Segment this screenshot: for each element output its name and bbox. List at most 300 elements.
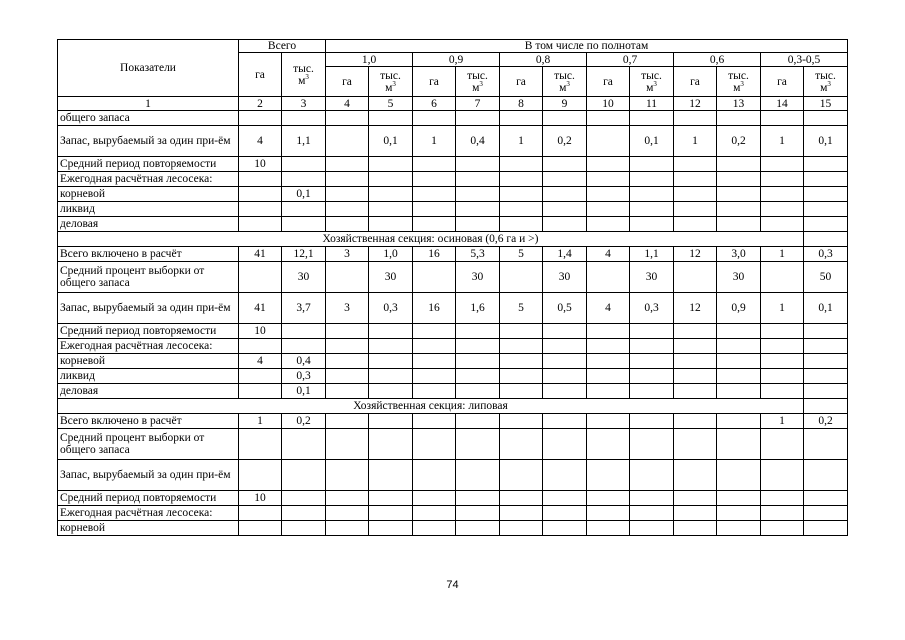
- table-cell: [543, 460, 587, 491]
- table-cell: [239, 521, 282, 536]
- table-row: [58, 506, 848, 521]
- table-cell: [761, 339, 804, 354]
- unit-m: м: [472, 81, 480, 94]
- table-cell: [630, 369, 674, 384]
- table-cell: 0,2: [804, 414, 848, 429]
- unit-m: м: [559, 81, 567, 94]
- table-cell: [630, 354, 674, 369]
- table-cell: [326, 521, 369, 536]
- row-label: Ежегодная расчётная лесосека:: [58, 339, 239, 354]
- table-cell: [456, 369, 500, 384]
- table-cell: [456, 429, 500, 460]
- table-cell: [717, 369, 761, 384]
- table-cell: [543, 429, 587, 460]
- table-cell: [456, 339, 500, 354]
- table-cell: [587, 111, 630, 126]
- table-cell: 0,3: [282, 369, 326, 384]
- table-cell: 50: [804, 262, 848, 293]
- table-cell: [456, 172, 500, 187]
- table-cell: [674, 521, 717, 536]
- table-cell: [804, 172, 848, 187]
- table-cell: [500, 339, 543, 354]
- table-cell: [282, 339, 326, 354]
- indicators-header: Показатели: [58, 40, 239, 97]
- table-cell: [587, 429, 630, 460]
- row-label: корневой: [58, 521, 239, 536]
- by-density-header: В том числе по полнотам: [326, 40, 848, 53]
- table-cell: [326, 111, 369, 126]
- unit-m: м: [733, 81, 741, 94]
- table-cell: [282, 429, 326, 460]
- table-cell: [413, 460, 456, 491]
- table-cell: [761, 369, 804, 384]
- table-cell: [717, 324, 761, 339]
- table-row: [58, 293, 848, 324]
- unit-m: м: [646, 81, 654, 94]
- table-cell: 16: [413, 293, 456, 324]
- density-ha-header: га: [761, 67, 804, 97]
- density-volume-header: [717, 67, 761, 97]
- page-number: 74: [446, 579, 459, 591]
- table-cell: [674, 354, 717, 369]
- row-label: Средний процент выборки от общего запаса: [58, 429, 239, 460]
- table-cell: 1,1: [630, 247, 674, 262]
- row-label: Средний период повторяемости: [58, 324, 239, 339]
- table-row: [58, 339, 848, 354]
- table-cell: [239, 460, 282, 491]
- table-cell: [456, 414, 500, 429]
- table-cell: [587, 172, 630, 187]
- table-cell: 0,1: [804, 126, 848, 157]
- table-cell: [369, 414, 413, 429]
- table-cell: [369, 217, 413, 232]
- table-cell: 1: [500, 126, 543, 157]
- table-body: [58, 111, 848, 536]
- table-cell: [543, 354, 587, 369]
- table-cell: [500, 217, 543, 232]
- table-cell: [282, 521, 326, 536]
- header-row-1: [58, 40, 848, 53]
- table-cell: 0,2: [543, 126, 587, 157]
- table-cell: [413, 521, 456, 536]
- table-cell: [369, 172, 413, 187]
- table-cell: [369, 202, 413, 217]
- table-cell: [413, 506, 456, 521]
- table-cell: [456, 187, 500, 202]
- table-cell: 4: [239, 126, 282, 157]
- table-cell: [674, 429, 717, 460]
- table-cell: [500, 187, 543, 202]
- table-cell: [761, 111, 804, 126]
- density-ha-header: га: [500, 67, 543, 97]
- table-cell: [456, 506, 500, 521]
- table-cell: 30: [543, 262, 587, 293]
- table-cell: [413, 491, 456, 506]
- table-cell: [543, 506, 587, 521]
- table-cell: [543, 491, 587, 506]
- table-cell: [369, 187, 413, 202]
- table-cell: 3,0: [717, 247, 761, 262]
- table-row: [58, 414, 848, 429]
- table-cell: [326, 384, 369, 399]
- column-number: 10: [587, 97, 630, 111]
- table-cell: [413, 157, 456, 172]
- table-cell: [500, 491, 543, 506]
- table-cell: [674, 262, 717, 293]
- table-cell: [456, 111, 500, 126]
- table-header: [58, 40, 848, 111]
- table-cell: [413, 384, 456, 399]
- table-cell: [717, 157, 761, 172]
- table-cell: 5: [500, 293, 543, 324]
- row-label: Ежегодная расчётная лесосека:: [58, 172, 239, 187]
- table-cell: [543, 217, 587, 232]
- table-cell: 0,4: [282, 354, 326, 369]
- table-cell: [500, 414, 543, 429]
- table-cell: [587, 491, 630, 506]
- row-label: Всего включено в расчёт: [58, 247, 239, 262]
- table-cell: 12: [674, 247, 717, 262]
- row-label: деловая: [58, 384, 239, 399]
- unit-thous: тыс.: [467, 69, 488, 82]
- table-cell: [326, 491, 369, 506]
- table-cell: [630, 111, 674, 126]
- density-header: 0,3-0,5: [761, 53, 848, 67]
- table-cell: [543, 187, 587, 202]
- table-cell: 1: [674, 126, 717, 157]
- section-row: [58, 399, 848, 414]
- table-cell: [761, 460, 804, 491]
- table-cell: [587, 521, 630, 536]
- table-cell: [587, 506, 630, 521]
- table-cell: [326, 460, 369, 491]
- table-cell: [500, 324, 543, 339]
- table-cell: 4: [587, 293, 630, 324]
- table-cell: 5: [500, 247, 543, 262]
- table-cell: [239, 172, 282, 187]
- table-cell: 0,1: [630, 126, 674, 157]
- table-cell: [326, 172, 369, 187]
- table-cell: [587, 187, 630, 202]
- row-label: общего запаса: [58, 111, 239, 126]
- table-cell: 4: [587, 247, 630, 262]
- table-cell: [413, 414, 456, 429]
- table-cell: [674, 506, 717, 521]
- table-cell: [500, 521, 543, 536]
- table-cell: [674, 187, 717, 202]
- table-cell: [717, 187, 761, 202]
- table-cell: [804, 384, 848, 399]
- density-volume-header: [456, 67, 500, 97]
- table-row: [58, 324, 848, 339]
- table-cell: [630, 187, 674, 202]
- table-cell: [456, 157, 500, 172]
- table-cell: [761, 157, 804, 172]
- table-cell: [761, 262, 804, 293]
- table-cell: [239, 217, 282, 232]
- table-cell: [543, 172, 587, 187]
- table-cell: [587, 202, 630, 217]
- unit-thous: тыс.: [728, 69, 749, 82]
- density-header: 1,0: [326, 53, 413, 67]
- unit-m: м: [298, 74, 306, 87]
- density-volume-header: [369, 67, 413, 97]
- table-cell: [804, 491, 848, 506]
- table-cell: 1: [761, 293, 804, 324]
- table-cell: 3,7: [282, 293, 326, 324]
- table-cell: [761, 384, 804, 399]
- table-cell: [543, 414, 587, 429]
- table-cell: [282, 324, 326, 339]
- table-cell: [761, 506, 804, 521]
- table-cell: [413, 187, 456, 202]
- table-cell: [456, 521, 500, 536]
- unit-m: м: [820, 81, 828, 94]
- table-cell: [413, 262, 456, 293]
- table-row: [58, 247, 848, 262]
- table-cell: [413, 202, 456, 217]
- table-cell: 41: [239, 247, 282, 262]
- table-cell: [500, 369, 543, 384]
- table-cell: [239, 384, 282, 399]
- row-label: Средний период повторяемости: [58, 491, 239, 506]
- table-cell: 0,3: [630, 293, 674, 324]
- table-cell: [804, 111, 848, 126]
- table-cell: [413, 111, 456, 126]
- table-cell: [500, 111, 543, 126]
- table-cell: [413, 369, 456, 384]
- density-ha-header: га: [413, 67, 456, 97]
- density-header: 0,7: [587, 53, 674, 67]
- column-number: 14: [761, 97, 804, 111]
- density-header: 0,6: [674, 53, 761, 67]
- table-cell: 1,6: [456, 293, 500, 324]
- row-label: Запас, вырубаемый за один при-ём: [58, 126, 239, 157]
- column-number: 6: [413, 97, 456, 111]
- table-cell: 41: [239, 293, 282, 324]
- table-cell: [717, 460, 761, 491]
- table-cell: 10: [239, 157, 282, 172]
- table-cell: 0,1: [282, 384, 326, 399]
- density-ha-header: га: [587, 67, 630, 97]
- table-cell: [674, 339, 717, 354]
- table-cell: [326, 187, 369, 202]
- table-row: [58, 262, 848, 293]
- table-cell: [674, 324, 717, 339]
- total-header: Всего: [239, 40, 326, 53]
- table-row: [58, 460, 848, 491]
- table-cell: [804, 506, 848, 521]
- table-cell: [369, 521, 413, 536]
- table-row: [58, 172, 848, 187]
- table-cell: 1: [761, 247, 804, 262]
- section-title: Хозяйственная секция: липовая: [58, 399, 804, 414]
- table-cell: [413, 217, 456, 232]
- table-cell: [500, 262, 543, 293]
- table-cell: 1: [761, 126, 804, 157]
- table-cell: 1,1: [282, 126, 326, 157]
- row-label: Запас, вырубаемый за один при-ём: [58, 460, 239, 491]
- table-cell: [630, 429, 674, 460]
- table-cell: [717, 414, 761, 429]
- table-cell: [804, 217, 848, 232]
- column-number: 2: [239, 97, 282, 111]
- table-cell: [413, 324, 456, 339]
- table-cell: [543, 111, 587, 126]
- table-cell: 30: [456, 262, 500, 293]
- table-cell: [804, 339, 848, 354]
- table-row: [58, 429, 848, 460]
- table-cell: [804, 429, 848, 460]
- row-label: ликвид: [58, 202, 239, 217]
- table-cell: [630, 384, 674, 399]
- table-cell: 0,3: [804, 247, 848, 262]
- table-cell: 3: [326, 293, 369, 324]
- column-number: 5: [369, 97, 413, 111]
- table-cell: [326, 354, 369, 369]
- table-cell: 30: [630, 262, 674, 293]
- table-cell: [543, 369, 587, 384]
- table-cell: [456, 217, 500, 232]
- table-cell: 0,5: [543, 293, 587, 324]
- table-cell: 12: [674, 293, 717, 324]
- table-cell: [630, 460, 674, 491]
- table-cell: [630, 414, 674, 429]
- table-cell: [630, 324, 674, 339]
- table-cell: [717, 172, 761, 187]
- table-cell: [761, 491, 804, 506]
- table-cell: [369, 506, 413, 521]
- table-cell: [282, 157, 326, 172]
- total-ha-header: га: [239, 53, 282, 97]
- table-cell: [587, 157, 630, 172]
- table-cell: [282, 491, 326, 506]
- column-number: 9: [543, 97, 587, 111]
- table-row: [58, 126, 848, 157]
- table-cell: [674, 384, 717, 399]
- unit-thous: тыс.: [815, 69, 836, 82]
- table-cell: [804, 187, 848, 202]
- table-cell: 0,1: [369, 126, 413, 157]
- table-cell: [369, 354, 413, 369]
- table-cell: [804, 460, 848, 491]
- table-cell: 5,3: [456, 247, 500, 262]
- table-cell: [587, 354, 630, 369]
- table-cell: [717, 339, 761, 354]
- row-label: Ежегодная расчётная лесосека:: [58, 506, 239, 521]
- table-cell: [630, 506, 674, 521]
- density-header: 0,8: [500, 53, 587, 67]
- table-cell: [674, 111, 717, 126]
- table-cell: [761, 429, 804, 460]
- table-cell: [369, 324, 413, 339]
- table-cell: [761, 217, 804, 232]
- table-cell: [500, 506, 543, 521]
- table-cell: [239, 506, 282, 521]
- table-cell: [587, 414, 630, 429]
- table-cell: [239, 187, 282, 202]
- table-cell: [717, 491, 761, 506]
- table-cell: [456, 491, 500, 506]
- table-cell: 12,1: [282, 247, 326, 262]
- table-row: [58, 111, 848, 126]
- row-label: Средний период повторяемости: [58, 157, 239, 172]
- table-cell: [500, 460, 543, 491]
- unit-thous: тыс.: [293, 62, 314, 75]
- table-row: [58, 369, 848, 384]
- table-cell: [717, 506, 761, 521]
- unit-thous: тыс.: [554, 69, 575, 82]
- table-cell: [543, 157, 587, 172]
- table-cell: 10: [239, 324, 282, 339]
- table-cell: [500, 202, 543, 217]
- table-cell: [717, 384, 761, 399]
- table-cell: [369, 491, 413, 506]
- table-cell: [674, 217, 717, 232]
- unit-m-exp: 3: [305, 72, 309, 81]
- table-cell: 1: [239, 414, 282, 429]
- table-cell: [326, 369, 369, 384]
- table-cell: [804, 232, 848, 247]
- column-number: 4: [326, 97, 369, 111]
- table-cell: [804, 324, 848, 339]
- density-volume-header: [630, 67, 674, 97]
- table-cell: [456, 460, 500, 491]
- table-cell: [761, 187, 804, 202]
- table-cell: 0,2: [282, 414, 326, 429]
- unit-thous: тыс.: [641, 69, 662, 82]
- table-cell: [239, 429, 282, 460]
- table-cell: [674, 414, 717, 429]
- table-cell: 30: [369, 262, 413, 293]
- table-cell: [369, 111, 413, 126]
- table-row: [58, 521, 848, 536]
- table-cell: [369, 369, 413, 384]
- table-cell: [804, 202, 848, 217]
- table-cell: [761, 521, 804, 536]
- table-cell: 30: [717, 262, 761, 293]
- table-cell: [326, 429, 369, 460]
- table-row: [58, 187, 848, 202]
- table-cell: [326, 339, 369, 354]
- column-number: 15: [804, 97, 848, 111]
- table-cell: [456, 202, 500, 217]
- density-header: 0,9: [413, 53, 500, 67]
- row-label: ликвид: [58, 369, 239, 384]
- table-cell: 0,1: [282, 187, 326, 202]
- table-cell: [630, 491, 674, 506]
- row-label: Запас, вырубаемый за один при-ём: [58, 293, 239, 324]
- table-row: [58, 217, 848, 232]
- table-cell: [282, 460, 326, 491]
- table-cell: 1: [761, 414, 804, 429]
- table-cell: 16: [413, 247, 456, 262]
- table-cell: [239, 339, 282, 354]
- column-number: 12: [674, 97, 717, 111]
- section-row: [58, 232, 848, 247]
- forest-data-table: [57, 39, 848, 536]
- table-cell: [587, 324, 630, 339]
- density-volume-header: [543, 67, 587, 97]
- table-cell: [587, 126, 630, 157]
- table-cell: 0,1: [804, 293, 848, 324]
- table-cell: [630, 521, 674, 536]
- table-cell: [413, 339, 456, 354]
- table-cell: [674, 460, 717, 491]
- table-cell: [543, 521, 587, 536]
- table-cell: 3: [326, 247, 369, 262]
- column-number: 3: [282, 97, 326, 111]
